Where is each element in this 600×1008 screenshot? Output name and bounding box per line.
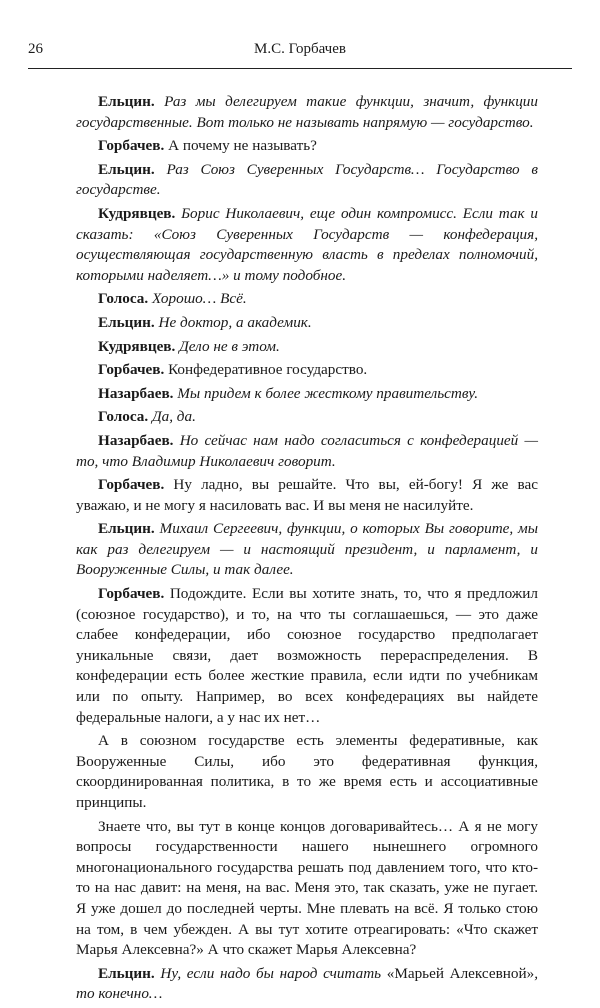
running-title: М.С. Горбачев bbox=[254, 41, 346, 57]
speaker-name: Кудрявцев. bbox=[98, 204, 176, 222]
transcript-paragraph bbox=[76, 136, 538, 157]
speaker-name: Ельцин. bbox=[98, 160, 155, 178]
speech-text: А в союзном государстве есть элементы федеративные, как Вооруженные Силы, ибо это федеративная функция, скоординированная политика, в то же время есть и ассоциативные принципы. bbox=[76, 732, 538, 811]
speech-text: Раз мы делегируем такие функции, значит, функции государственные. Вот только не называть напрямую — государство. bbox=[76, 93, 538, 131]
speaker-name: Горбачев. bbox=[98, 137, 165, 155]
page-number: 26 bbox=[28, 41, 43, 57]
transcript-paragraph bbox=[76, 384, 538, 405]
transcript-paragraph bbox=[76, 584, 538, 728]
speech-text: Не доктор, а академик. bbox=[154, 313, 312, 331]
transcript-paragraph bbox=[76, 289, 538, 310]
speech-text: Да, да. bbox=[148, 408, 196, 426]
page-header bbox=[28, 42, 572, 69]
speech-text: Но сейчас нам надо согласиться с конфедерацией — то, что Владимир Николаевич говорит. bbox=[76, 431, 538, 470]
transcript-paragraph bbox=[76, 204, 538, 286]
speech-text: Михаил Сергеевич, функции, о которых Вы говорите, мы как раз делегируем — и настоящий президент, и парламент, и Вооруженные Силы, и так далее. bbox=[76, 520, 538, 579]
speech-text: Знаете что, вы тут в конце концов договаривайтесь… А я не могу вопросы государственности нашего нынешнего огромного многонационального государства решать под давлением того, что кто-то на нас давит: на меня, на вас. Меня это, так сказать, уже не пугает. Я уже дошел до последней черты. Мне плевать на всё. Я только стою на том, в чем убежден. А вы тут хотите отреагировать: «Что скажет Марья Алексевна?» А что скажет Марья Алексевна? bbox=[76, 817, 538, 959]
speech-text: , то конечно… bbox=[76, 964, 539, 1003]
speaker-name: Голоса. bbox=[98, 290, 149, 308]
speech-text: Мы придем к более жесткому правительству. bbox=[173, 384, 479, 402]
speaker-name: Ельцин. bbox=[98, 93, 155, 110]
transcript-paragraph bbox=[76, 964, 538, 1005]
transcript-paragraph bbox=[76, 360, 538, 381]
speech-text: А почему не называть? bbox=[164, 137, 317, 155]
transcript-paragraph bbox=[76, 407, 538, 428]
speech-text: Конфедеративное государство. bbox=[164, 361, 368, 379]
transcript-paragraph bbox=[76, 731, 538, 813]
transcript-paragraph bbox=[76, 160, 538, 201]
speaker-name: Горбачев. bbox=[98, 585, 165, 603]
speaker-name: Ельцин. bbox=[98, 520, 155, 538]
transcript-paragraph bbox=[76, 92, 538, 133]
speech-text: Борис Николаевич, еще один компромисс. Если так и сказать: «Союз Суверенных Государств — конфедерация, осуществляющая государственную власть в пределах полномочий, которыми наделяет…» и тому подобное. bbox=[76, 204, 538, 284]
transcript-body bbox=[76, 92, 538, 1008]
speaker-name: Кудрявцев. bbox=[98, 337, 176, 355]
speech-text: Ну ладно, вы решайте. Что вы, ей-богу! Я же вас уважаю, и не могу я насиловать вас. И вы меня не насилуйте. bbox=[76, 476, 538, 514]
transcript-paragraph bbox=[76, 313, 538, 334]
speaker-name: Ельцин. bbox=[98, 964, 155, 982]
speaker-name: Назарбаев. bbox=[98, 384, 174, 402]
quoted-name: «Марьей Алексевной» bbox=[386, 964, 535, 982]
speech-text: Подождите. Если вы хотите знать, то, что я предложил (союзное государство), и то, на что ты соглашаешься, — это даже слабее конфедерации, ибо союзное государство предполагает уникальные связи, дает возможность перераспределения. В конфедерации есть более жесткие правила, если идти по учебникам или по опыту. Например, во всех конфедерациях вы найдете федеральные налоги, а у нас их нет… bbox=[76, 585, 538, 726]
speaker-name: Горбачев. bbox=[98, 361, 165, 379]
transcript-paragraph bbox=[76, 817, 538, 961]
speech-text: Ну, если надо бы народ считать bbox=[154, 964, 387, 982]
transcript-paragraph bbox=[76, 431, 538, 472]
speech-text: Дело не в этом. bbox=[175, 337, 280, 355]
speaker-name: Ельцин. bbox=[98, 313, 155, 331]
transcript-paragraph bbox=[76, 519, 538, 581]
speaker-name: Назарбаев. bbox=[98, 431, 174, 449]
transcript-paragraph bbox=[76, 337, 538, 358]
speaker-name: Голоса. bbox=[98, 408, 149, 426]
transcript-paragraph bbox=[76, 475, 538, 516]
speech-text: Хорошо… Всё. bbox=[148, 290, 247, 308]
speech-text: Раз Союз Суверенных Государств… Государство в государстве. bbox=[76, 160, 538, 199]
speaker-name: Горбачев. bbox=[98, 476, 165, 494]
